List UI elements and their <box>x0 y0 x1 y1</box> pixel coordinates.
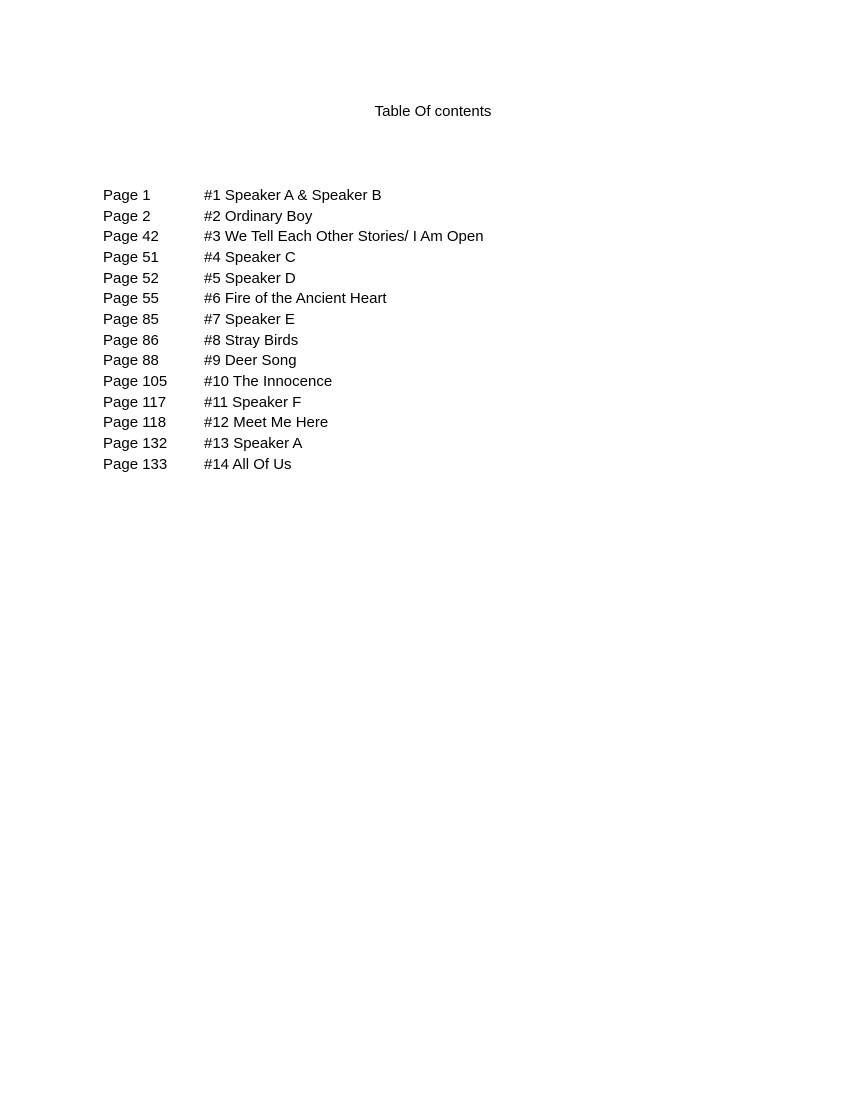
toc-page-number: Page 88 <box>103 352 159 370</box>
toc-row <box>103 288 484 309</box>
toc-entry-title: #6 Fire of the Ancient Heart <box>204 290 387 308</box>
page-title: Table Of contents <box>374 103 492 120</box>
toc-entry-title: #8 Stray Birds <box>204 331 299 349</box>
toc-entry-title: #13 Speaker A <box>204 435 303 453</box>
toc-entry-title: #10 The Innocence <box>204 373 333 391</box>
toc-entry-title: #3 We Tell Each Other Stories/ I Am Open <box>204 228 484 246</box>
toc-entry-title: #1 Speaker A & Speaker B <box>204 186 382 204</box>
toc-entry-title: #5 Speaker D <box>204 269 296 287</box>
toc-row <box>103 413 484 434</box>
table-of-contents-list <box>103 185 484 475</box>
toc-row <box>103 247 484 268</box>
toc-row <box>103 392 484 413</box>
toc-page-number: Page 105 <box>103 373 168 391</box>
toc-entry-title: #7 Speaker E <box>204 310 295 328</box>
toc-row <box>103 433 484 454</box>
toc-page-number: Page 118 <box>103 414 167 432</box>
toc-row <box>103 330 484 351</box>
toc-entry-title: #9 Deer Song <box>204 352 297 370</box>
toc-row <box>103 206 484 227</box>
toc-entry-title: #11 Speaker F <box>204 393 302 411</box>
toc-page-number: Page 85 <box>103 310 159 328</box>
toc-row <box>103 226 484 247</box>
toc-page-number: Page 2 <box>103 207 151 225</box>
toc-row <box>103 454 484 475</box>
toc-row <box>103 371 484 392</box>
toc-page-number: Page 117 <box>103 393 167 411</box>
toc-page-number: Page 86 <box>103 331 159 349</box>
toc-row <box>103 268 484 289</box>
toc-page-number: Page 55 <box>103 290 159 308</box>
toc-page-number: Page 52 <box>103 269 159 287</box>
toc-page-number: Page 1 <box>103 186 151 204</box>
toc-page-number: Page 132 <box>103 435 168 453</box>
toc-entry-title: #12 Meet Me Here <box>204 414 329 432</box>
toc-entry-title: #4 Speaker C <box>204 248 296 266</box>
toc-row <box>103 309 484 330</box>
toc-row <box>103 185 484 206</box>
toc-row <box>103 351 484 372</box>
toc-page-number: Page 51 <box>103 248 159 266</box>
toc-page-number: Page 42 <box>103 228 159 246</box>
toc-entry-title: #14 All Of Us <box>204 455 292 473</box>
toc-page-number: Page 133 <box>103 455 168 473</box>
toc-entry-title: #2 Ordinary Boy <box>204 207 313 225</box>
